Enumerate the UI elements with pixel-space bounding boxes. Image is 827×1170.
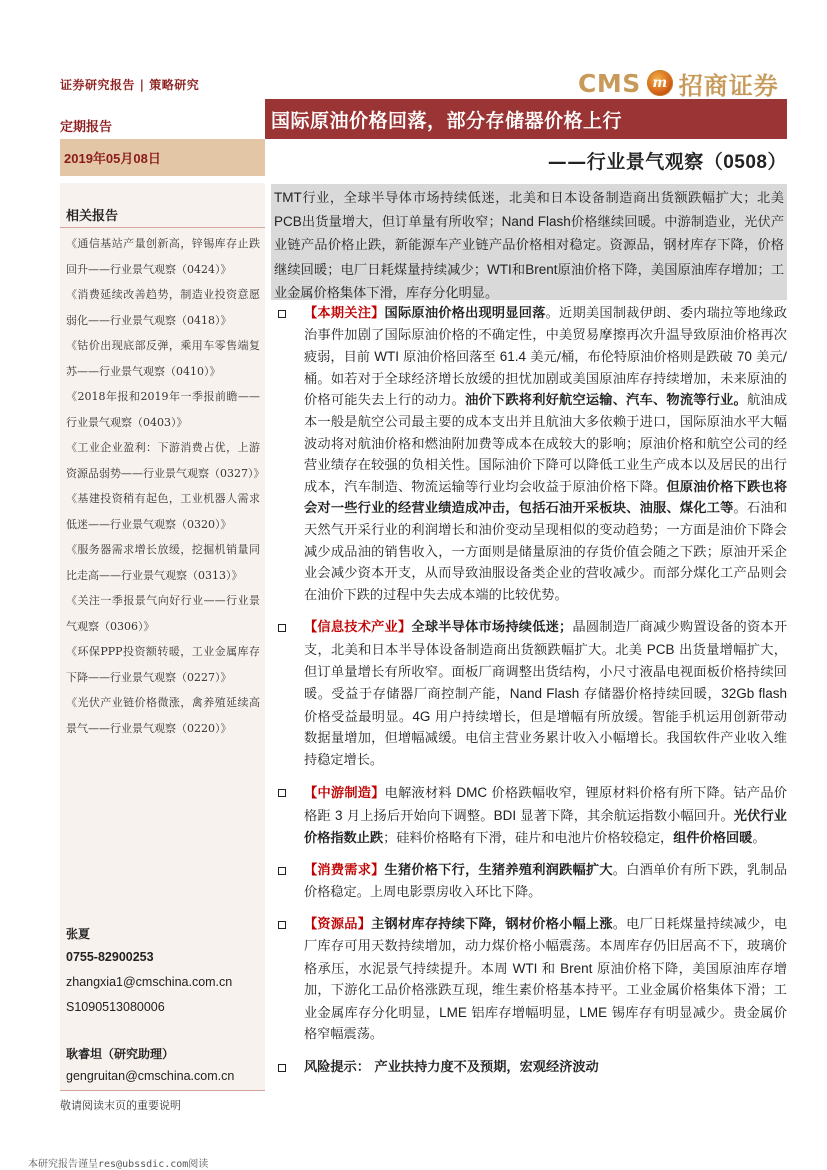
- bold-text: 风险提示： 产业扶持力度不及预期，宏观经济波动: [304, 1060, 599, 1075]
- section-tag: 【资源品】: [304, 917, 372, 933]
- bullet-square-icon: [278, 921, 286, 929]
- text-segment: WTI: [512, 960, 538, 976]
- bold-text: 光伏行业价格指数止跌: [304, 809, 787, 846]
- bold-text: 全球半导体市场持续低迷；: [411, 620, 573, 636]
- text-segment: 原油价格下降，美国原油库存增加，下游化工品价格涨跌互现，维生素价格基本持平。工业金属价格集体下滑；工业金属库存分化明显，: [304, 961, 787, 1021]
- text-segment: 价格继续回暖。中游制造业，光伏产业链产品价格止跌，新能源车产业链产品价格相对稳定。资源品，钢材库存下降，价格继续回暖；电厂日耗煤量持续减少；: [274, 215, 785, 278]
- sidebar: [60, 183, 265, 1091]
- report-subtitle: ——行业景气观察（0508）: [547, 151, 787, 173]
- text-segment: 月上扬后开始向下调整。: [342, 809, 494, 825]
- related-report-link[interactable]: 《钴价出现底部反弹，乘用车零售端复苏——行业景气观察（0410）》: [66, 339, 260, 378]
- bold-text: 但原油价格下跌也将会对一些行业的经营业绩造成冲击，包括石油开采板块、油服、煤化工等: [304, 479, 788, 517]
- text-segment: 美元/桶。如若对于全球经济增长放缓的担忧加剧或美国原油库存持续增加，未来原油的价格可能失去上行的动力。: [304, 350, 787, 409]
- author-phone: 0755-82900253: [66, 950, 154, 964]
- related-report-link[interactable]: 《基建投资稍有起色，工业机器人需求低迷——行业景气观察（0320）》: [66, 492, 260, 531]
- summary-box: [271, 184, 787, 300]
- text-segment: 61.4: [499, 349, 527, 365]
- author-license: S1090513080006: [66, 1000, 165, 1014]
- section-tag: 【消费需求】: [304, 863, 385, 879]
- text-segment: 。石油和天然气开采行业的利润增长和油价变动呈现相似的变动趋势；一方面是油价下降会减少成品油的销售收入，一方面则是储量原油的存货价值会随之下跌；原油开采企业会减少资本开支，从而导致油服设备类企业的营收减少。而部分煤化工产品则会在油价下跌的过程中失去成本端的比较优势。: [304, 501, 788, 603]
- text-segment: 原油价格下降，美国原油库存增加；工业金属价格集体下滑，库存分化明显。: [274, 262, 785, 301]
- text-segment: TMT: [274, 190, 302, 205]
- bold-text: 生猪价格下行，生猪养殖利润跌幅扩大: [384, 863, 613, 879]
- key-point: [271, 1057, 787, 1079]
- text-segment: 和: [537, 961, 561, 977]
- key-point: [271, 782, 787, 849]
- text-segment: 晶圆制造厂商减少购置设备的资本开支，北美和日本半导体设备制造商出货额跌幅扩大。北美: [304, 620, 788, 658]
- report-type: 定期报告: [60, 120, 113, 135]
- text-segment: ；硅料价格略有下滑，硅片和电池片价格较稳定，: [383, 830, 674, 846]
- assistant-email[interactable]: gengruitan@cmschina.com.cn: [66, 1069, 235, 1083]
- bullet-square-icon: [278, 624, 286, 632]
- bullet-square-icon: [278, 310, 286, 318]
- text-segment: 70: [736, 349, 752, 365]
- brand-line: 证券研究报告 | 策略研究: [60, 78, 200, 92]
- text-segment: 32Gb flash: [721, 686, 788, 702]
- text-segment: 价格受益最明显。: [304, 709, 413, 725]
- text-segment: PCB: [274, 214, 302, 230]
- text-segment: 。近期美国制裁伊朗、委内瑞拉等地缘政治事件加剧了国际原油价格的不确定性，中美贸易摩擦再次升温导致原油价格再次疲弱，目前: [304, 306, 788, 366]
- section-tag: 【中游制造】: [304, 786, 385, 802]
- text-segment: 和: [511, 262, 526, 278]
- text-segment: DMC: [456, 785, 488, 801]
- bullet-square-icon: [278, 789, 286, 797]
- related-report-link[interactable]: 《2018年报和2019年一季报前瞻——行业景气观察（0403）》: [66, 390, 260, 429]
- text-segment: 铝库存增幅明显，: [466, 1005, 580, 1021]
- related-report-link[interactable]: 《工业企业盈利：下游消费占优，上游资源品弱势——行业景气观察（0327）》: [66, 441, 265, 480]
- bullet-square-icon: [278, 867, 286, 875]
- related-reports-heading: 相关报告: [66, 209, 119, 224]
- text-segment: 用户持续增长，但是增幅有所放缓。智能手机运用创新带动数据量增加，但增幅减缓。电信主营业务累计收入小幅增长。我国软件产业收入维持稳定增长。: [304, 709, 787, 768]
- key-points-list: [271, 303, 787, 1090]
- text-segment: 原油价格回落至: [398, 350, 500, 366]
- bold-text: 国际原油价格出现明显回落: [384, 306, 546, 321]
- text-segment: 美元/桶，布伦特原油价格则是跌破: [526, 350, 737, 366]
- company-logo: [578, 66, 779, 100]
- text-segment: Brent: [560, 960, 593, 976]
- watermark: 本研究报告谨呈res@ubssdic.com阅读: [28, 1159, 209, 1170]
- text-segment: LME: [439, 1004, 467, 1020]
- key-point: [271, 860, 787, 903]
- text-segment: 锡库存有明显减少。贵金属价格窄幅震荡。: [304, 1005, 787, 1043]
- section-tag: 【信息技术产业】: [304, 620, 412, 636]
- text-segment: 显著下降，其余航运指数小幅回升。: [516, 809, 734, 825]
- text-segment: 航油成本一般是航空公司最主要的成本支出并且航油大多依赖于进口，国际原油水平大幅波动将对航油价格和燃油附加费等成本在成较大的影响；原油价格和航空公司的经营业绩存在较强的负相关性。国际油价下降可以降低工业生产成本以及居民的出行成本，汽车制造、物流运输等行业均会收益于原油价格下降。: [304, 393, 788, 495]
- related-report-link[interactable]: 《通信基站产量创新高，锌锡库存止跌回升——行业景气观察（0424）》: [66, 237, 260, 276]
- text-segment: LME: [579, 1004, 608, 1020]
- text-segment: 出货量增幅扩大，但订单量增长有所收窄。面板厂商调整出货结构，小尺寸液晶电视面板价格持续回暖。受益于存储器厂商控制产能，: [304, 642, 787, 703]
- divider: [60, 227, 265, 228]
- text-segment: 。电厂日耗煤量持续减少，电厂库存可用天数持续增加，动力煤价格小幅震荡。本周库存仍旧居高不下，玻璃价格承压，水泥景气持续提升。本周: [304, 917, 788, 977]
- related-report-link[interactable]: 《关注一季报景气向好行业——行业景气观察（0306）》: [66, 594, 260, 633]
- logo-chinese: 招商证券: [678, 70, 779, 100]
- author-email[interactable]: zhangxia1@cmschina.com.cn: [66, 975, 233, 989]
- text-segment: 存储器价格持续回暖，: [579, 687, 722, 703]
- related-report-link[interactable]: 《光伏产业链价格微涨，禽养殖延续高景气——行业景气观察（0220）》: [66, 696, 260, 735]
- text-segment: 电解液材料: [384, 786, 457, 802]
- logo-latin: CMS: [578, 68, 641, 98]
- report-date: 2019年05月08日: [60, 139, 265, 176]
- text-segment: 。: [752, 830, 766, 846]
- text-segment: 价格跌幅收窄，锂原材料价格有所下降。钴产品价格距: [304, 786, 787, 825]
- related-report-link[interactable]: 《服务器需求增长放缓，挖掘机销量同比走高——行业景气观察（0313）》: [66, 543, 260, 582]
- text-segment: 。白酒单价有所下跌，乳制品价格稳定。上周电影票房收入环比下降。: [304, 863, 788, 900]
- text-segment: Brent: [525, 261, 558, 277]
- assistant-name: 耿睿坦（研究助理）: [66, 1047, 175, 1061]
- bold-text: 油价下跌将利好航空运输、汽车、物流等行业。: [465, 393, 747, 409]
- author-name: 张夏: [66, 927, 91, 941]
- key-point: [271, 303, 787, 606]
- text-segment: WTI: [487, 261, 512, 277]
- footer-note: 敬请阅读末页的重要说明: [60, 1099, 181, 1112]
- related-report-link[interactable]: 《环保PPP投资额转暖，工业金属库存下降——行业景气观察（0227）》: [66, 645, 260, 684]
- text-segment: 行业，全球半导体市场持续低迷，北美和日本设备制造商出货额跌幅扩大；北美: [301, 191, 784, 206]
- text-segment: Nand Flash: [509, 686, 580, 702]
- bold-text: 主钢材库存持续下降，钢材价格小幅上涨: [371, 917, 613, 933]
- bold-text: 组件价格回暖: [673, 830, 753, 846]
- text-segment: 3: [335, 808, 343, 824]
- report-title: 国际原油价格回落，部分存储器价格上行: [265, 99, 787, 139]
- text-segment: WTI: [374, 349, 399, 365]
- bullet-square-icon: [278, 1064, 286, 1072]
- key-point: [271, 617, 787, 771]
- text-segment: PCB: [646, 641, 675, 657]
- key-point: [271, 914, 787, 1046]
- related-reports-list: [66, 231, 265, 741]
- logo-badge-icon: m: [647, 70, 673, 96]
- text-segment: Nand Flash: [501, 214, 571, 230]
- text-segment: 出货量增大，但订单量有所收窄；: [301, 215, 502, 231]
- related-report-link[interactable]: 《消费延续改善趋势，制造业投资意愿弱化——行业景气观察（0418）》: [66, 288, 260, 327]
- section-tag: 【本期关注】: [304, 306, 385, 321]
- text-segment: BDI: [493, 808, 517, 824]
- text-segment: 4G: [412, 708, 431, 724]
